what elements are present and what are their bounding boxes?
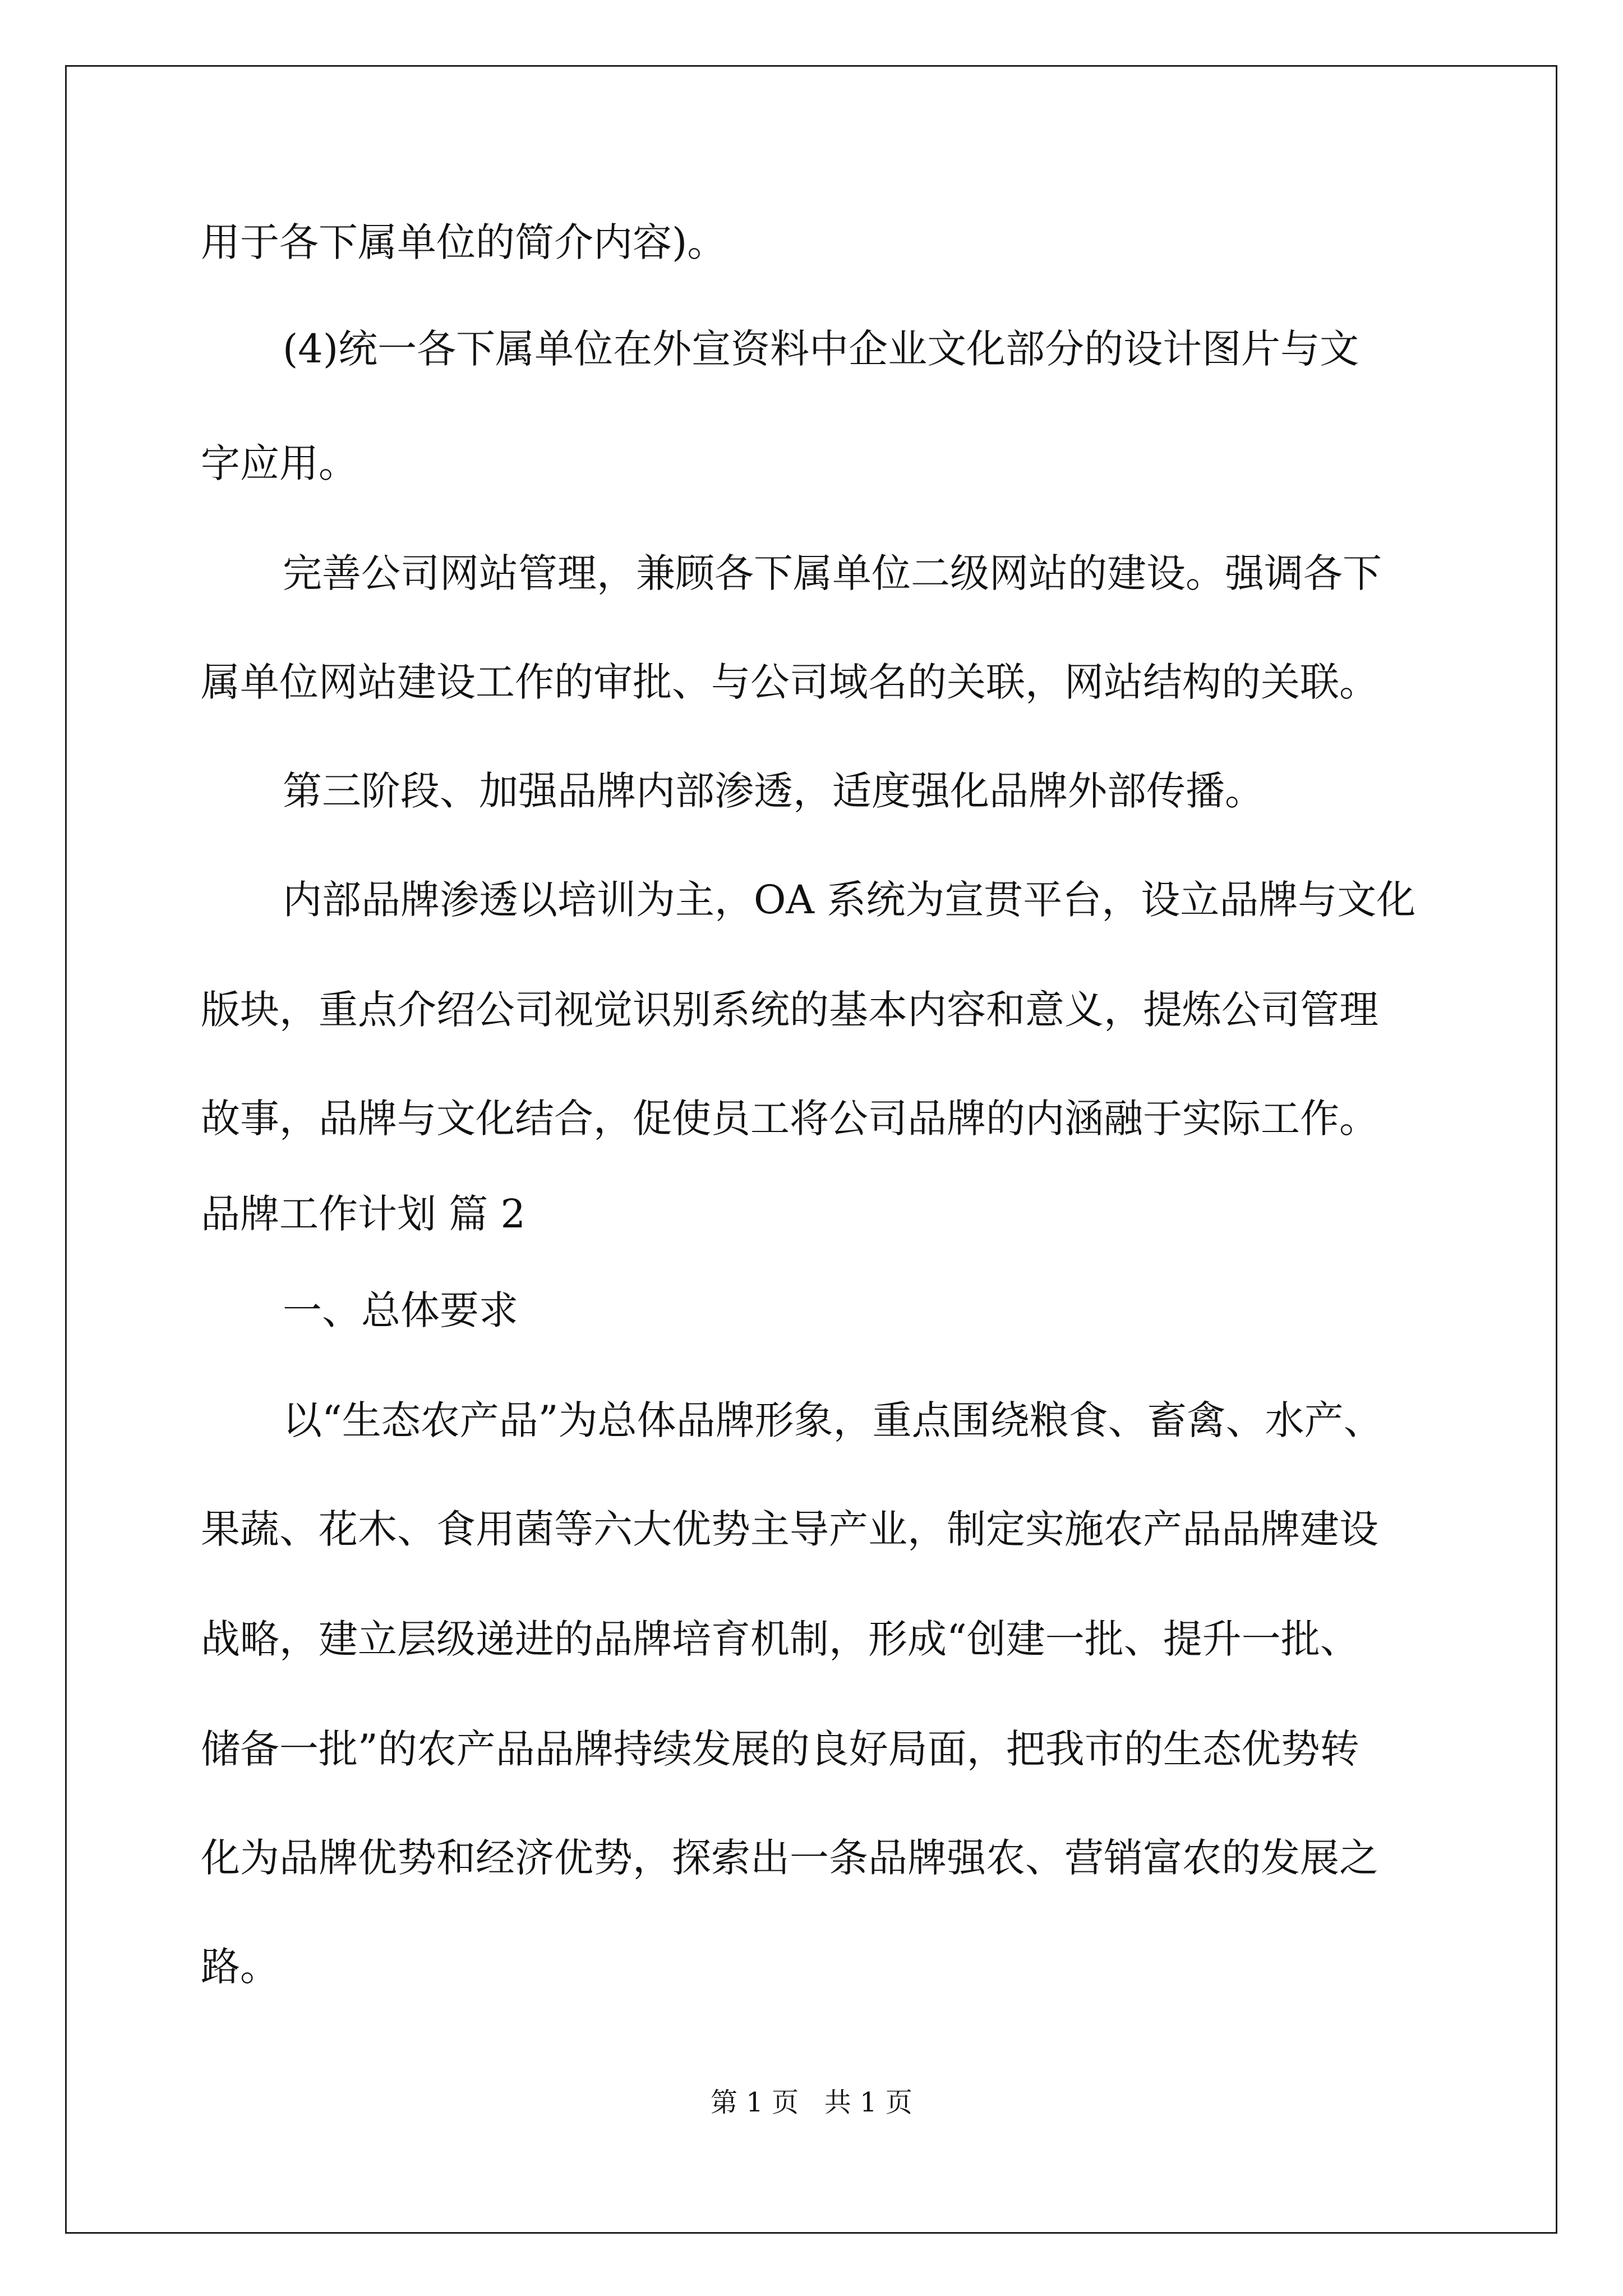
paragraph-line: 故事，品牌与文化结合，促使员工将公司品牌的内涵融于实际工作。 [201,1096,1378,1142]
paragraph-line: 用于各下属单位的简介内容)。 [201,219,727,265]
paragraph-line: 战略，建立层级递进的品牌培育机制，形成“创建一批、提升一批、 [201,1616,1359,1662]
section-heading: 品牌工作计划 篇 2 [201,1191,526,1237]
paragraph-line: 属单位网站建设工作的审批、与公司域名的关联，网站结构的关联。 [201,659,1378,705]
paragraph-line: 内部品牌渗透以培训为主，OA 系统为宣贯平台，设立品牌与文化 [283,877,1416,923]
paragraph-line: 版块，重点介绍公司视觉识别系统的基本内容和意义，提炼公司管理 [201,987,1378,1033]
page-border [65,65,1557,2234]
paragraph-line: 果蔬、花木、食用菌等六大优势主导产业，制定实施农产品品牌建设 [201,1506,1378,1552]
paragraph-line: 第三阶段、加强品牌内部渗透，适度强化品牌外部传播。 [283,768,1264,814]
subsection-heading: 一、总体要求 [283,1287,518,1333]
paragraph-line: 储备一批”的农产品品牌持续发展的良好局面，把我市的生态优势转 [201,1726,1359,1772]
paragraph-line: 路。 [201,1944,279,1990]
paragraph-line: (4)统一各下属单位在外宣资料中企业文化部分的设计图片与文 [283,326,1359,372]
paragraph-line: 以“生态农产品”为总体品牌形象，重点围绕粮食、畜禽、水产、 [283,1397,1383,1443]
page-number-footer: 第 1 页 共 1 页 [711,2087,912,2118]
paragraph-line: 字应用。 [201,440,358,486]
paragraph-line: 完善公司网站管理，兼顾各下属单位二级网站的建设。强调各下 [283,550,1382,596]
paragraph-line: 化为品牌优势和经济优势，探索出一条品牌强农、营销富农的发展之 [201,1835,1378,1881]
